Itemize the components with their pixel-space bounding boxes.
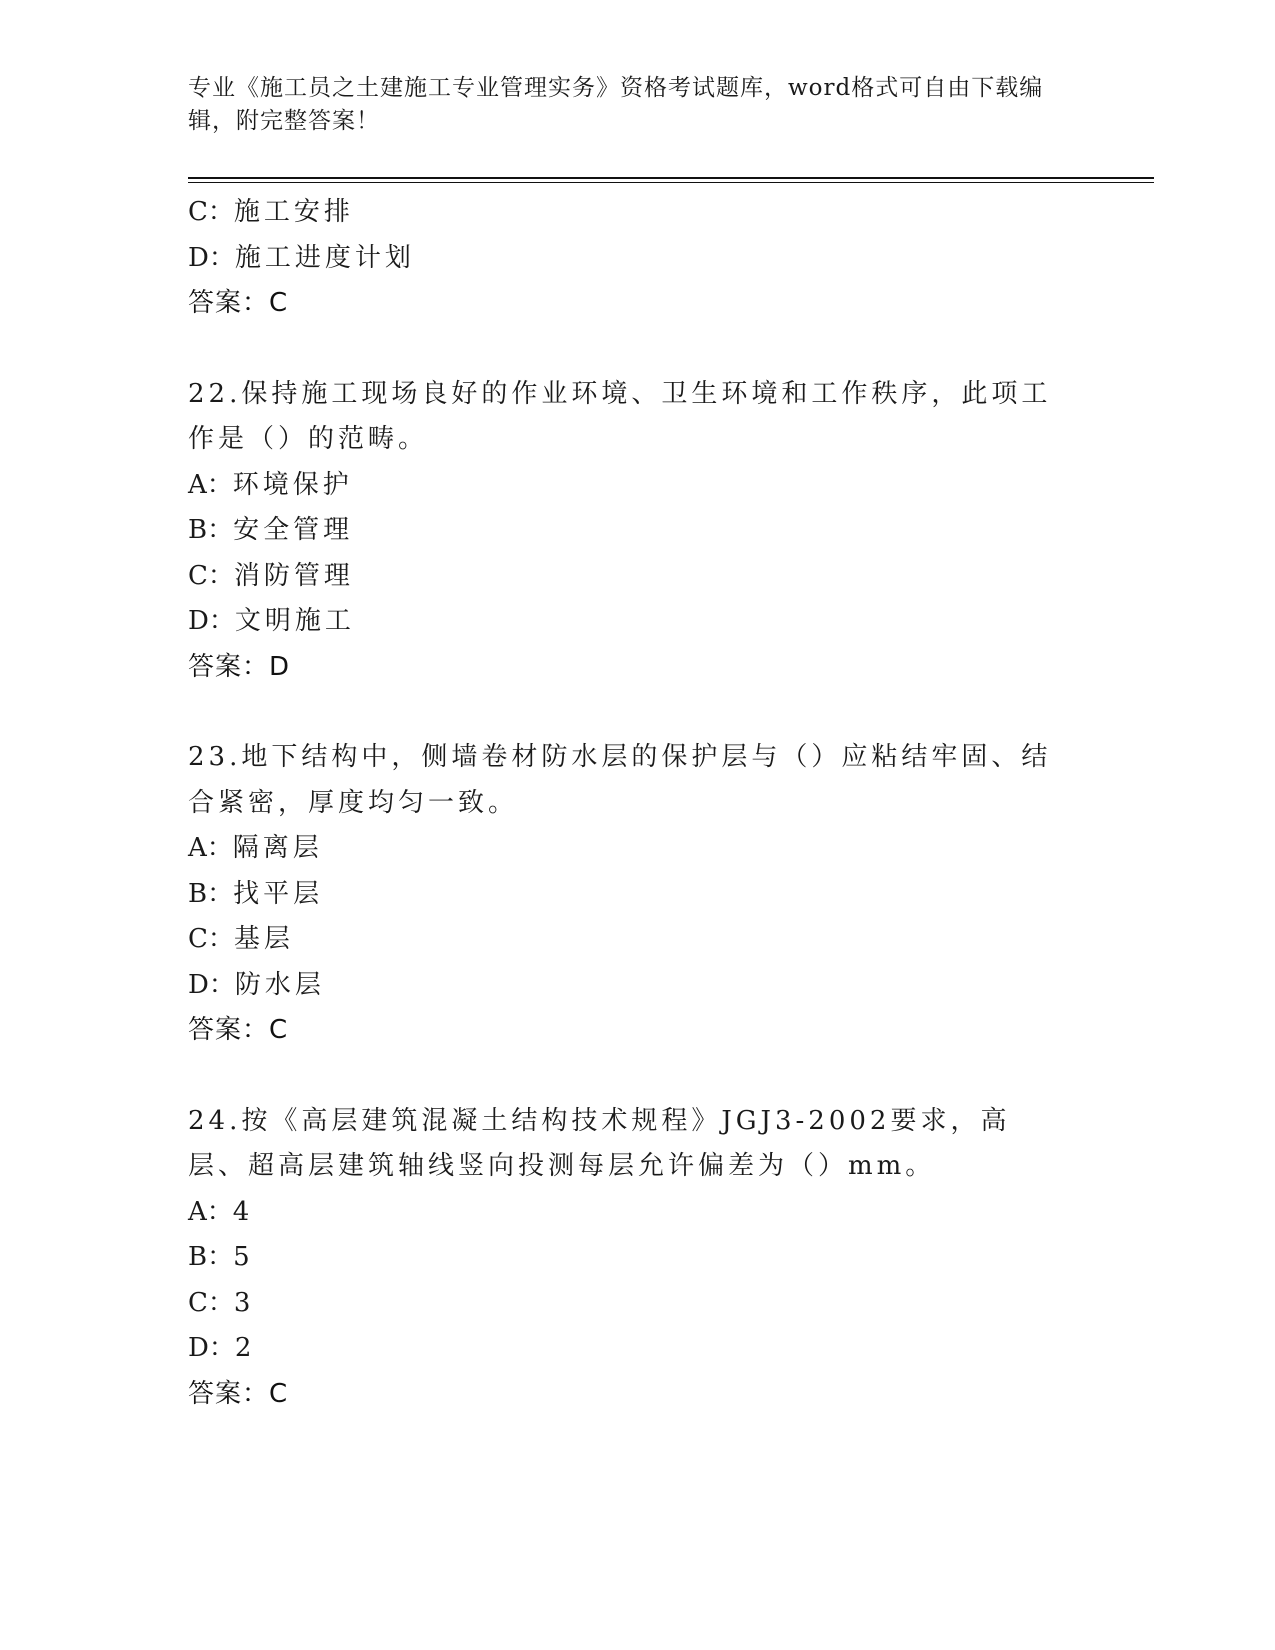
- option-b: [188, 1235, 1088, 1281]
- option-text: 安全管理: [233, 515, 354, 545]
- option-a: [188, 1190, 1088, 1236]
- option-key: D：: [188, 969, 235, 1000]
- question-content: [188, 190, 1088, 1417]
- option-a: [188, 463, 1088, 509]
- option-c: [188, 917, 1088, 963]
- question-block-23: [188, 735, 1088, 1054]
- option-key: D：: [188, 242, 235, 273]
- option-text: 消防管理: [233, 560, 354, 591]
- answer-line: 答案：C: [188, 1015, 289, 1045]
- option-c: [188, 554, 1088, 600]
- option-key: A：: [188, 1196, 233, 1227]
- option-key: C：: [188, 197, 234, 227]
- question-stem: 23.地下结构中，侧墙卷材防水层的保护层与（）应粘结牢固、结合紧密，厚度均匀一致。: [188, 742, 1052, 818]
- answer-line: 答案：C: [188, 1378, 289, 1409]
- option-b: [188, 872, 1088, 918]
- option-text: 4: [232, 1196, 254, 1227]
- option-text: 2: [234, 1333, 256, 1363]
- option-key: C：: [188, 924, 234, 954]
- option-key: C：: [188, 560, 234, 591]
- option-text: 施工进度计划: [234, 242, 415, 273]
- option-text: 3: [233, 1287, 255, 1318]
- spacer: [188, 690, 1088, 735]
- option-key: B：: [188, 878, 234, 909]
- option-d: [188, 1326, 1088, 1372]
- option-key: D：: [188, 606, 235, 636]
- header-rule-thin: [188, 182, 1154, 183]
- question-block-22: [188, 372, 1088, 691]
- option-b: [188, 508, 1088, 554]
- spacer: [188, 327, 1088, 372]
- option-c: [188, 1281, 1088, 1327]
- option-text: 施工安排: [233, 197, 354, 227]
- option-text: 基层: [233, 924, 294, 954]
- question-stem: 22.保持施工现场良好的作业环境、卫生环境和工作秩序，此项工作是（）的范畴。: [188, 378, 1052, 454]
- option-c: [188, 190, 1088, 236]
- option-text: 文明施工: [234, 606, 355, 636]
- answer-line: 答案：C: [188, 288, 289, 318]
- option-text: 防水层: [234, 969, 325, 1000]
- option-key: C：: [188, 1287, 234, 1318]
- option-text: 5: [233, 1242, 254, 1272]
- answer-line: 答案：D: [188, 651, 291, 682]
- spacer: [188, 1054, 1088, 1099]
- option-key: B：: [188, 1242, 234, 1272]
- option-d: [188, 599, 1088, 645]
- option-text: 找平层: [233, 878, 324, 909]
- question-stem: 24.按《高层建筑混凝土结构技术规程》JGJ3-2002要求，高层、超高层建筑轴线竖向投测每层允许偏差为（）mm。: [188, 1105, 1011, 1181]
- question-block-24: [188, 1099, 1088, 1418]
- option-text: 隔离层: [232, 833, 323, 863]
- option-key: A：: [188, 833, 233, 863]
- prev-question-block: [188, 190, 1088, 327]
- option-a: [188, 826, 1088, 872]
- option-key: D：: [188, 1333, 235, 1363]
- option-d: [188, 236, 1088, 282]
- option-text: 环境保护: [232, 469, 353, 500]
- option-key: B：: [188, 515, 234, 545]
- header-rule-thick: [188, 177, 1154, 179]
- document-header: 专业《施工员之土建施工专业管理实务》资格考试题库，word格式可自由下载编辑，附完整答案！: [188, 75, 1044, 134]
- option-key: A：: [188, 469, 233, 500]
- option-d: [188, 963, 1088, 1009]
